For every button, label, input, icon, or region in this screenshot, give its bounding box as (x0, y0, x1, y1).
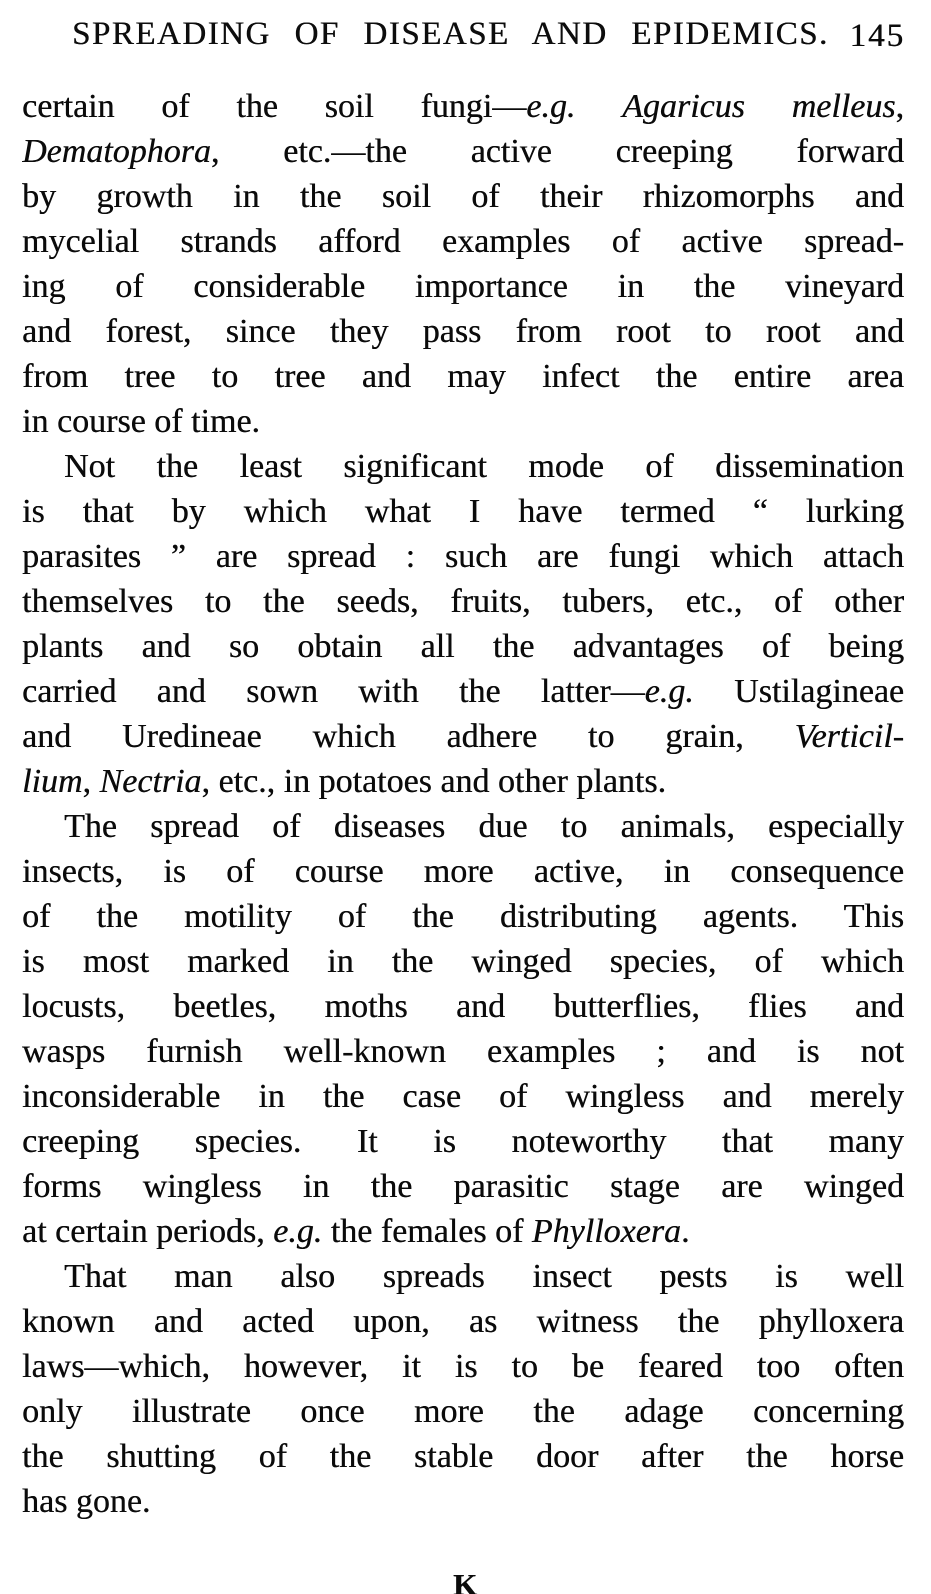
text-line (22, 129, 904, 174)
text-line (22, 1299, 904, 1344)
text-line (22, 1254, 904, 1299)
italic-text: Verticil- (794, 718, 904, 755)
italic-text: Agaricus melleus (622, 88, 896, 125)
text-line (22, 579, 904, 624)
italic-text: Phylloxera (531, 1213, 681, 1250)
text-line (22, 1074, 904, 1119)
text-segment: Ustilagineae (693, 673, 904, 710)
text-segment: the shutting of the stable door after the horse (22, 1438, 904, 1475)
text-line (22, 219, 904, 264)
text-segment: . (680, 1213, 690, 1250)
text-segment: is that by which what I have termed “ lurking (22, 493, 904, 530)
italic-text: lium (22, 763, 83, 800)
header-title: SPREADING OF DISEASE AND EPIDEMICS. (72, 16, 829, 52)
text-line (22, 1209, 904, 1254)
text-segment: mycelial strands afford examples of active spread- (22, 223, 904, 260)
text-segment: certain of the soil fungi— (22, 88, 527, 125)
italic-text: e.g. (526, 88, 576, 125)
text-segment: Not the least significant mode of dissemination (64, 448, 904, 485)
text-line (22, 1389, 904, 1434)
text-line (22, 1164, 904, 1209)
text-line (22, 1119, 904, 1164)
text-segment: inconsiderable in the case of wingless and merely (22, 1078, 904, 1115)
text-segment: wasps furnish well-known examples ; and is not (22, 1033, 904, 1070)
text-line (22, 714, 904, 759)
text-line (22, 174, 904, 219)
text-line (22, 669, 904, 714)
text-segment: from tree to tree and may infect the entire area (22, 358, 904, 395)
text-line (22, 1344, 904, 1389)
text-line (22, 354, 904, 399)
text-line (22, 1029, 904, 1074)
text-segment: is most marked in the winged species, of which (22, 943, 904, 980)
text-line (22, 534, 904, 579)
text-segment: locusts, beetles, moths and butterflies, flies and (22, 988, 904, 1025)
text-segment: , etc., in potatoes and other plants. (201, 763, 666, 800)
text-segment (575, 88, 622, 125)
italic-text: Nectria (99, 763, 202, 800)
text-line (22, 309, 904, 354)
text-segment: forms wingless in the parasitic stage are winged (22, 1168, 904, 1205)
text-segment: insects, is of course more active, in consequence (22, 853, 904, 890)
text-segment: , (82, 763, 100, 800)
text-segment: and Uredineae which adhere to grain, (22, 718, 795, 755)
text-segment: laws—which, however, it is to be feared too often (22, 1348, 904, 1385)
text-segment: parasites ” are spread : such are fungi which attach (22, 538, 904, 575)
text-line (22, 399, 904, 444)
text-line (22, 84, 904, 129)
paragraph (22, 804, 904, 1254)
text-line (22, 1434, 904, 1479)
italic-text: e.g. (644, 673, 694, 710)
text-line (22, 1479, 904, 1524)
text-line (22, 849, 904, 894)
text-segment: the females of (322, 1213, 532, 1250)
text-segment: carried and sown with the latter— (22, 673, 645, 710)
text-line (22, 804, 904, 849)
paragraph (22, 84, 904, 444)
text-line (22, 894, 904, 939)
text-segment: by growth in the soil of their rhizomorphs and (22, 178, 904, 215)
text-segment: The spread of diseases due to animals, especially (64, 808, 904, 845)
page-body (22, 84, 904, 1524)
text-segment: has gone. (22, 1483, 151, 1520)
text-segment: themselves to the seeds, fruits, tubers, etc., of other (22, 583, 904, 620)
text-segment: That man also spreads insect pests is well (64, 1258, 904, 1295)
text-segment: creeping species. It is noteworthy that many (22, 1123, 904, 1160)
text-line (22, 759, 904, 804)
text-segment: ing of considerable importance in the vineyard (22, 268, 904, 305)
italic-text: e.g. (273, 1213, 323, 1250)
signature-mark: K (452, 1567, 479, 1594)
text-segment: and forest, since they pass from root to root and (22, 313, 904, 350)
text-segment: , (895, 88, 904, 125)
running-header (0, 12, 931, 56)
page-number: 145 (849, 18, 905, 54)
paragraph (22, 444, 904, 804)
italic-text: Dematophora (22, 133, 211, 170)
text-line (22, 489, 904, 534)
text-line (22, 939, 904, 984)
text-line (22, 444, 904, 489)
paragraph (22, 1254, 904, 1524)
text-segment: known and acted upon, as witness the phylloxera (22, 1303, 904, 1340)
text-line (22, 264, 904, 309)
text-line (22, 624, 904, 669)
text-segment: , etc.—the active creeping forward (210, 133, 904, 170)
text-segment: plants and so obtain all the advantages of being (22, 628, 904, 665)
text-segment: at certain periods, (22, 1213, 274, 1250)
text-segment: only illustrate once more the adage concerning (22, 1393, 904, 1430)
text-segment: in course of time. (22, 403, 260, 440)
text-line (22, 984, 904, 1029)
text-segment: of the motility of the distributing agents. This (22, 898, 904, 935)
